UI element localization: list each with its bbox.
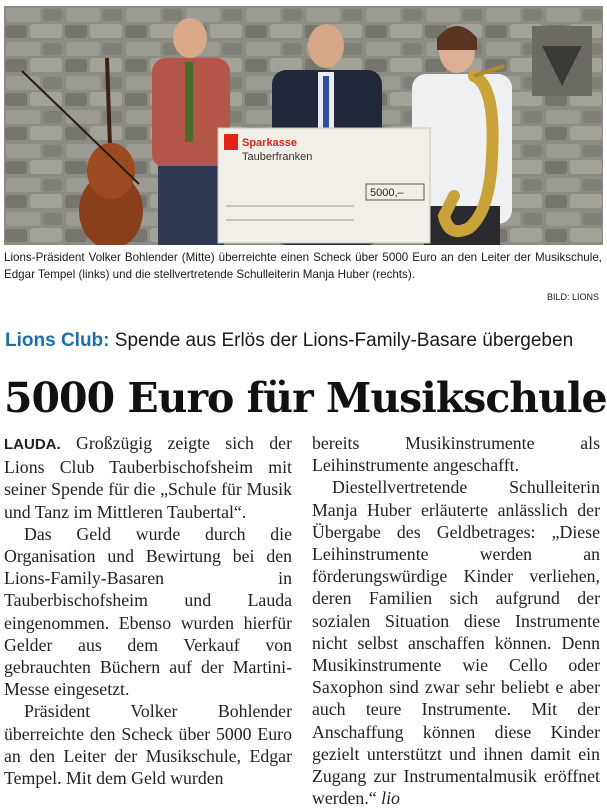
kicker-label: Lions Club:	[5, 330, 110, 351]
author-tag: lio	[381, 788, 400, 809]
paragraph-3-continued: bereits Musikinstrumente als Leihinstrumente angeschafft.	[312, 433, 600, 476]
photo-illustration	[4, 6, 603, 245]
paragraph-1	[4, 432, 292, 523]
svg-text:5000,–: 5000,–	[370, 187, 404, 199]
article-photo	[4, 6, 603, 245]
svg-text:Sparkasse: Sparkasse	[242, 137, 298, 149]
paragraph-3: Präsident Volker Bohlender überreichte den Scheck über 5000 Euro an den Leiter der Musikschule, Edgar Tempel. Mit dem Geld wurden	[4, 701, 292, 789]
photo-caption: Lions-Präsident Volker Bohlender (Mitte) überreichte einen Scheck über 5000 Euro an den Leiter der Musikschule, Edgar Tempel (links) und die stellvertretende Schulleiterin Manja Huber (rechts).	[4, 251, 602, 281]
check-image	[218, 128, 430, 243]
photo-credit: BILD: LIONS	[546, 292, 599, 302]
svg-text:Tauberfranken: Tauberfranken	[242, 151, 313, 163]
kicker-text: Spende aus Erlös der Lions-Family-Basare übergeben	[114, 330, 574, 351]
article-column-left	[4, 432, 292, 789]
article-kicker	[5, 330, 573, 352]
article-headline: 5000 Euro für Musikschule	[4, 374, 607, 422]
paragraph-2: Das Geld wurde durch die Organisation und Bewirtung bei den Lions-Family-Basaren in Tauberbischofsheim und Lauda eingenommen. Ebenso wurden hierfür Gelder aus dem Verkauf von gebrauchten Büchern auf der Martini-Messe eingesetzt.	[4, 523, 292, 700]
paragraph-4-text: Diestellvertretende Schulleiterin Manja Huber erläuterte anlässlich der Übergabe des Geldbetrages: „Diese Leihinstrumente werden an förderungswürdige Kinder verliehen, deren Familien sich aufgrund der sozialen Situation diese Instrumente nicht selbst anschaffen können. Denn Musikinstrumente wie Cello oder Saxophon sind zwar sehr beliebt e aber auch teure Instrumente. Mit der Anschaffung können diese Kinder gezielt unterstützt und ihnen damit ein Zugang zur Instrumentalmusik eröffnet werden.“	[312, 477, 600, 809]
paragraph-1-text: Großzügig zeigte sich der Lions Club Tauberbischofsheim mit seiner Spende für die „Schule für Musik und Tanz im Mittleren Taubertal“.	[4, 433, 292, 522]
paragraph-4	[312, 476, 600, 809]
article-column-right	[312, 432, 600, 809]
dateline: LAUDA.	[4, 436, 61, 453]
